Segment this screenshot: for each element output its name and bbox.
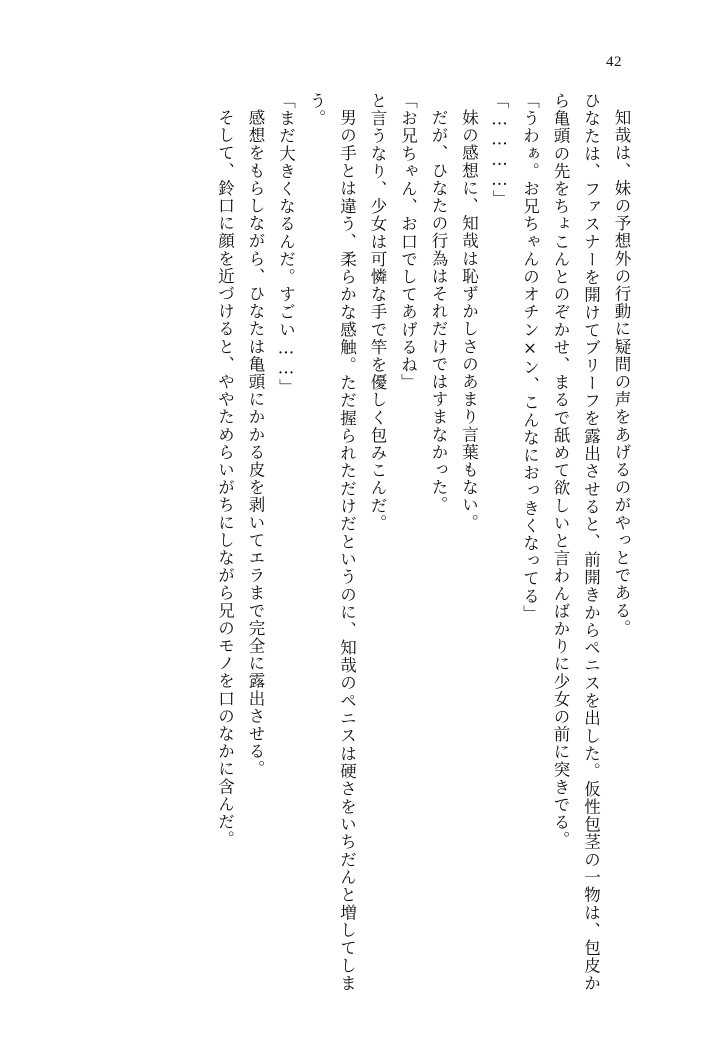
- paragraph: と言うなり、少女は可憐な手で竿を優しく包みこんだ。: [368, 92, 387, 532]
- paragraph: 感想をもらしながら、ひなたは亀頭にかかる皮を剥いてエラまで完全に露出させる。: [246, 109, 265, 778]
- paragraph: 「…………」: [490, 92, 509, 208]
- paragraph: 知哉は、妹の予想外の行動に疑問の声をあげるのがやっとである。: [612, 109, 631, 637]
- page-text-body: [76, 92, 636, 992]
- paragraph: 妹の感想に、知哉は恥ずかしさのあまり言葉もない。: [459, 109, 479, 532]
- page-number: 42: [606, 54, 622, 70]
- paragraph: だが、ひなたの行為はそれだけではすまなかった。: [429, 109, 448, 514]
- paragraph: 「まだ大きくなるんだ。すごい……」: [276, 92, 296, 397]
- paragraph: そして、鈴口に顔を近づけると、ややためらいがちにしながら兄のモノを口のなかに含んだ。: [215, 109, 235, 849]
- paragraph: 「お兄ちゃん、お口でしてあげるね」: [398, 92, 418, 392]
- paragraph: ひなたは、ファスナーを開けてブリーフを露出させると、前開きからペニスを出した。仮性包茎の一物は、包皮から亀頭の先をちょこんとのぞかせ、まるで舐めて欲しいと言わんばかりに少女の前に突きでる。: [551, 92, 601, 992]
- paragraph: 「うわぁ。お兄ちゃんのオチン×ン、こんなにおっきくなってる」: [520, 92, 540, 623]
- paragraph: 男の手とは違う、柔らかな感触。ただ握られただけだというのに、知哉のペニスは硬さをいちだんと増してしまう。: [307, 92, 357, 992]
